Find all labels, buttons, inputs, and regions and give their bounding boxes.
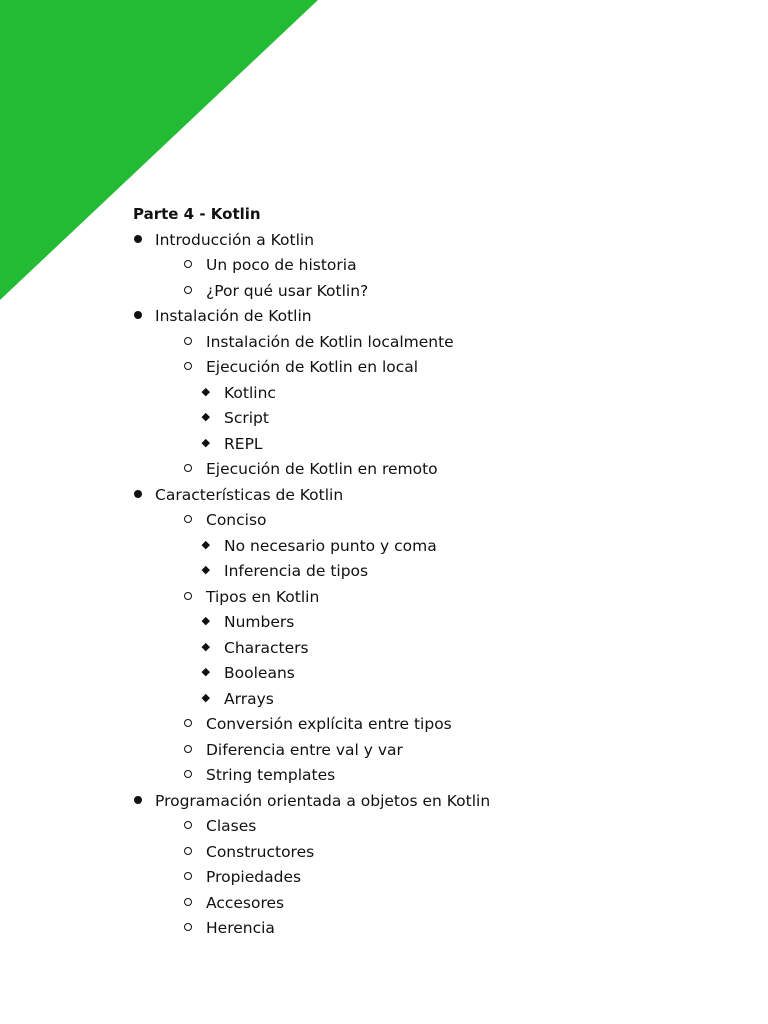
list-item-text: Booleans xyxy=(224,664,295,682)
list-item-level-2 xyxy=(133,763,733,789)
list-item-text: Inferencia de tipos xyxy=(224,562,369,580)
bullet-circle-icon xyxy=(183,738,193,764)
section-title: Parte 4 - Kotlin xyxy=(133,205,261,223)
bullet-circle-icon xyxy=(183,840,193,866)
list-item-level-2 xyxy=(133,712,733,738)
list-item-text: Introducción a Kotlin xyxy=(155,230,315,249)
bullet-diamond-icon xyxy=(201,559,211,585)
list-item-level-2 xyxy=(133,279,733,305)
list-item-text: Programación orientada a objetos en Kotlin xyxy=(155,791,491,810)
list-item-text: Herencia xyxy=(206,919,275,937)
list-item-text: Clases xyxy=(206,817,257,835)
bullet-dot-icon xyxy=(133,789,143,815)
bullet-circle-icon xyxy=(183,712,193,738)
list-item-text: Script xyxy=(224,409,269,427)
list-item-text: Characters xyxy=(224,638,309,657)
list-item-level-3 xyxy=(133,687,733,713)
list-item-level-3 xyxy=(133,406,733,432)
table-of-contents xyxy=(133,202,733,942)
bullet-circle-icon xyxy=(183,585,193,611)
list-item-text: Ejecución de Kotlin en local xyxy=(206,358,419,376)
bullet-dot-icon xyxy=(133,228,143,254)
list-item-level-3 xyxy=(133,661,733,687)
bullet-circle-icon xyxy=(183,763,193,789)
toc-list xyxy=(133,228,733,942)
bullet-dot-icon xyxy=(133,304,143,330)
list-item-text: String templates xyxy=(206,766,336,784)
list-item-level-2 xyxy=(133,457,733,483)
list-item-level-2 xyxy=(133,253,733,279)
list-item-level-2 xyxy=(133,865,733,891)
list-item-level-3 xyxy=(133,432,733,458)
list-item-level-2 xyxy=(133,891,733,917)
list-item-text: Propiedades xyxy=(206,868,302,886)
list-item-level-3 xyxy=(133,636,733,662)
bullet-diamond-icon xyxy=(201,381,211,407)
list-item-text: Instalación de Kotlin xyxy=(155,307,312,325)
list-item-level-2 xyxy=(133,508,733,534)
list-item-level-2 xyxy=(133,330,733,356)
list-item-text: ¿Por qué usar Kotlin? xyxy=(206,281,369,300)
list-item-level-2 xyxy=(133,814,733,840)
list-item-level-3 xyxy=(133,559,733,585)
list-item-text: Ejecución de Kotlin en remoto xyxy=(206,460,438,478)
list-item-level-1 xyxy=(133,304,733,330)
bullet-circle-icon xyxy=(183,330,193,356)
list-item-text: Kotlinc xyxy=(224,383,276,402)
list-item-level-2 xyxy=(133,738,733,764)
bullet-dot-icon xyxy=(133,483,143,509)
list-item-level-2 xyxy=(133,355,733,381)
list-item-level-2 xyxy=(133,585,733,611)
list-item-text: Conversión explícita entre tipos xyxy=(206,715,452,733)
bullet-diamond-icon xyxy=(201,636,211,662)
list-item-level-3 xyxy=(133,534,733,560)
bullet-diamond-icon xyxy=(201,661,211,687)
bullet-diamond-icon xyxy=(201,687,211,713)
bullet-circle-icon xyxy=(183,253,193,279)
list-item-level-1 xyxy=(133,789,733,815)
list-item-text: No necesario punto y coma xyxy=(224,536,437,555)
list-item-text: Un poco de historia xyxy=(206,256,357,274)
bullet-circle-icon xyxy=(183,279,193,305)
list-item-text: Conciso xyxy=(206,511,267,529)
bullet-diamond-icon xyxy=(201,432,211,458)
bullet-circle-icon xyxy=(183,865,193,891)
list-item-level-3 xyxy=(133,610,733,636)
bullet-circle-icon xyxy=(183,916,193,942)
list-item-text: Instalación de Kotlin localmente xyxy=(206,332,454,351)
list-item-level-2 xyxy=(133,916,733,942)
list-item-text: Diferencia entre val y var xyxy=(206,740,403,759)
bullet-circle-icon xyxy=(183,508,193,534)
bullet-circle-icon xyxy=(183,814,193,840)
list-item-text: Constructores xyxy=(206,842,315,861)
list-item-level-2 xyxy=(133,840,733,866)
bullet-diamond-icon xyxy=(201,406,211,432)
list-item-text: Características de Kotlin xyxy=(155,485,344,504)
bullet-diamond-icon xyxy=(201,610,211,636)
bullet-circle-icon xyxy=(183,891,193,917)
list-item-text: Arrays xyxy=(224,689,274,708)
list-item-text: Numbers xyxy=(224,613,295,631)
list-item-level-1 xyxy=(133,228,733,254)
list-item-text: Tipos en Kotlin xyxy=(206,587,320,606)
bullet-diamond-icon xyxy=(201,534,211,560)
list-item-level-1 xyxy=(133,483,733,509)
list-item-level-3 xyxy=(133,381,733,407)
bullet-circle-icon xyxy=(183,457,193,483)
list-item-text: Accesores xyxy=(206,893,285,912)
list-item-text: REPL xyxy=(224,434,263,453)
bullet-circle-icon xyxy=(183,355,193,381)
